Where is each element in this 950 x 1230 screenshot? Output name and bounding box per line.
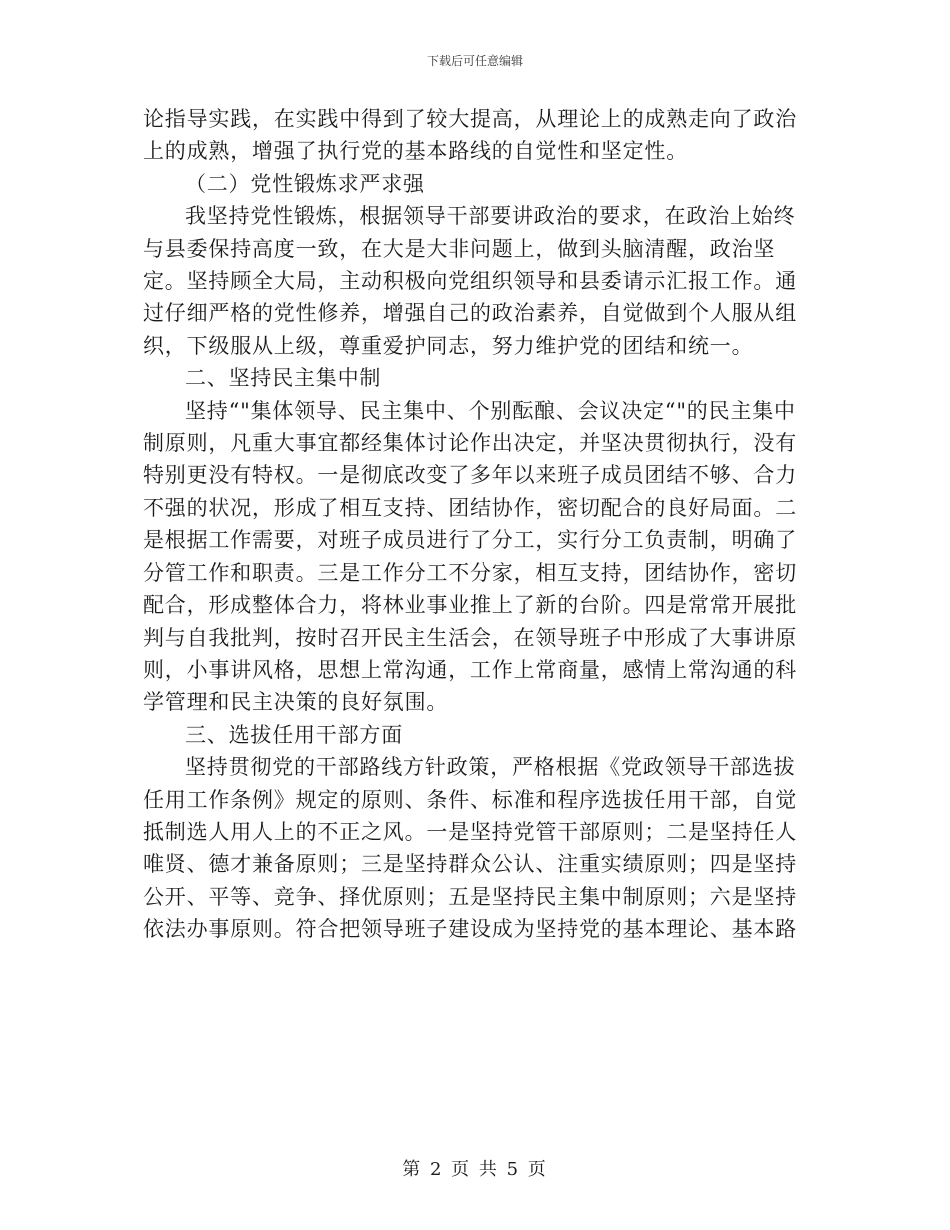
page-number-footer: 第 2 页 共 5 页 xyxy=(402,1159,548,1180)
page-header-note: 下载后可任意编辑 xyxy=(426,54,523,68)
document-body xyxy=(143,103,803,946)
paragraph-party-spirit: 我坚持党性锻炼，根据领导干部要讲政治的要求，在政治上始终与县委保持高度一致，在大是大非问题上，做到头脑清醒，政治坚定。坚持顾全大局，主动积极向党组织领导和县委请示汇报工作。通过仔细严格的党性修养，增强自己的政治素养，自觉做到个人服从组织，下级服从上级，尊重爱护同志，努力维护党的团结和统一。 xyxy=(143,204,797,358)
section-heading-cadre-selection: 三、选拔任用干部方面 xyxy=(185,722,403,747)
paragraph-continuation: 论指导实践，在实践中得到了较大提高，从理论上的成熟走向了政治上的成熟，增强了执行党的基本路线的自觉性和坚定性。 xyxy=(143,107,797,164)
section-heading-party-spirit: （二）党性锻炼求严求强 xyxy=(185,171,425,196)
paragraph-cadre-selection: 坚持贯彻党的干部路线方针政策，严格根据《党政领导干部选拔任用工作条例》规定的原则、条件、标准和程序选拔任用干部，自觉抵制选人用人上的不正之风。一是坚持党管干部原则；二是坚持任人唯贤、德才兼备原则；三是坚持群众公认、注重实绩原则；四是坚持公开、平等、竞争、择优原则；五是坚持民主集中制原则；六是坚持依法办事原则。符合把领导班子建设成为坚持党的基本理论、基本路 xyxy=(143,755,797,942)
paragraph-democratic-centralism: 坚持“"集体领导、民主集中、个别酝酿、会议决定“"的民主集中制原则，凡重大事宜都经集体讨论作出决定，并坚决贯彻执行，没有特别更没有特权。一是彻底改变了多年以来班子成员团结不够、合力不强的状况，形成了相互支持、团结协作，密切配合的良好局面。二是根据工作需要，对班子成员进行了分工，实行分工负责制，明确了分管工作和职责。三是工作分工不分家，相互支持，团结协作，密切配合，形成整体合力，将林业事业推上了新的台阶。四是常常开展批判与自我批判，按时召开民主生活会，在领导班子中形成了大事讲原则，小事讲风格，思想上常沟通，工作上常商量，感情上常沟通的科学管理和民主决策的良好氛围。 xyxy=(143,398,797,715)
section-heading-democratic-centralism: 二、坚持民主集中制 xyxy=(185,366,382,391)
